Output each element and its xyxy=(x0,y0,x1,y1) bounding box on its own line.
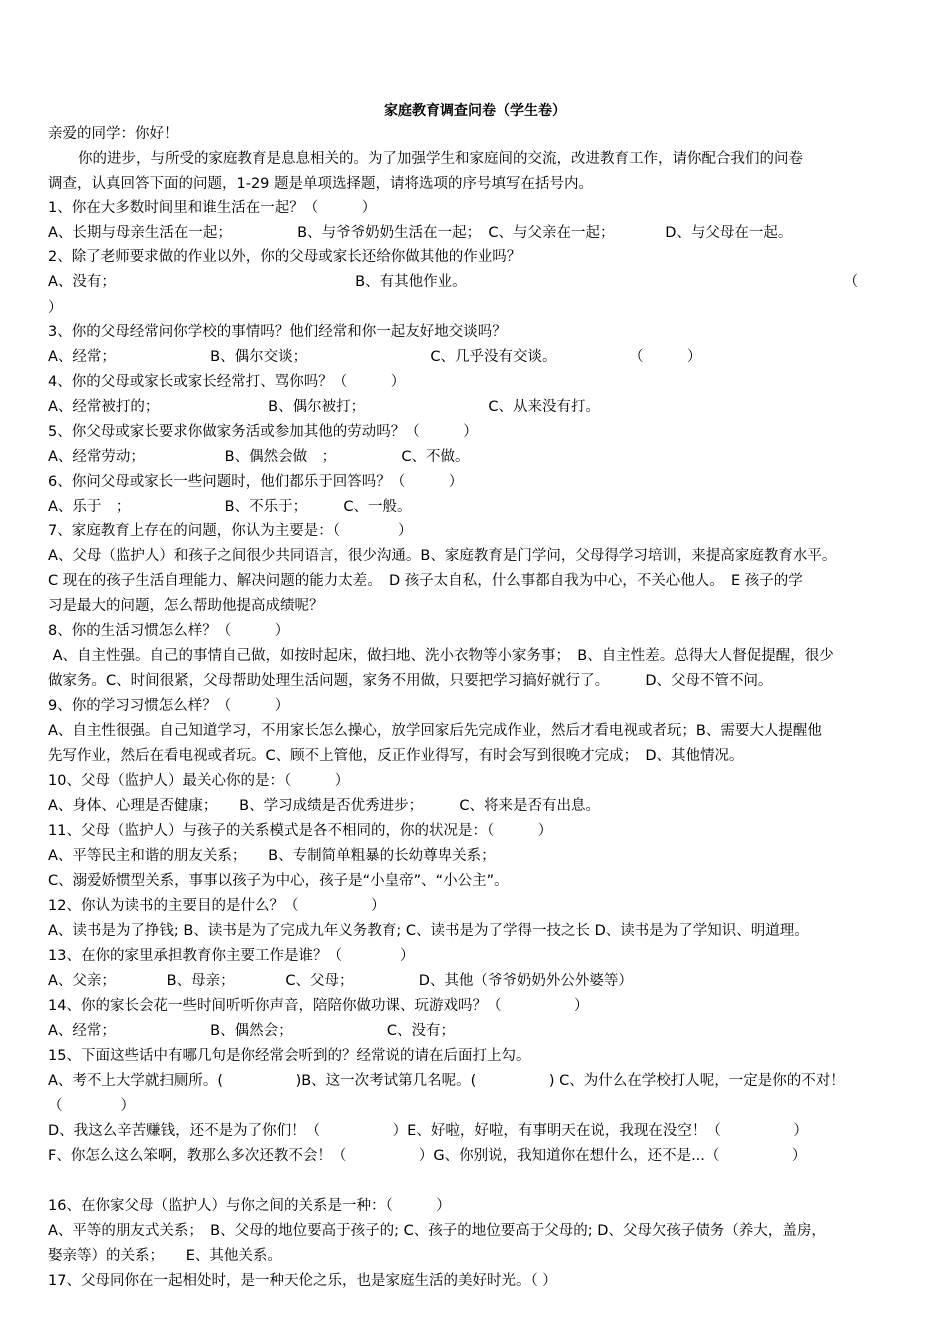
question-line: 9、你的学习习惯怎么样？（ ） xyxy=(48,698,290,714)
question-line: 4、你的父母或家长或家长经常打、骂你吗？（ ） xyxy=(48,374,406,390)
question-line: A、身体、心理是否健康； B、学习成绩是否优秀进步； C、将来是否有出息。 xyxy=(48,798,600,814)
question-line: A、乐于 ； B、不乐于； C、一般。 xyxy=(48,499,412,515)
question-line: D、我这么辛苦赚钱，还不是为了你们！（ ）E、好啦，好啦，有事明天在说，我现在没空！（ ） xyxy=(48,1123,808,1139)
question-line: 17、父母同你在一起相处时，是一种天伦之乐，也是家庭生活的美好时光。（ ） xyxy=(48,1273,557,1289)
question-line: 先写作业，然后在看电视或者玩。C、顾不上管他，反正作业得写，有时会写到很晚才完成； D、其他情况。 xyxy=(48,748,744,764)
question-line: A、父母（监护人）和孩子之间很少共同语言，很少沟通。B、家庭教育是门学问，父母得学习培训，来提高家庭教育水平。 xyxy=(48,548,837,564)
question-line: A、父亲； B、母亲； C、父母； D、其他（爷爷奶奶外公外婆等） xyxy=(48,973,633,989)
question-line: 8、你的生活习惯怎么样？（ ） xyxy=(48,623,290,639)
question-line: 2、除了老师要求做的作业以外，你的父母或家长还给你做其他的作业吗？ xyxy=(48,249,522,265)
document-title: 家庭教育调查问卷（学生卷） xyxy=(384,103,566,119)
question-line: 6、你问父母或家长一些问题时，他们都乐于回答吗？（ ） xyxy=(48,474,464,490)
question-line: C 现在的孩子生活自理能力、解决问题的能力太差。 D 孩子太自私，什么事都自我为中心，不关心他人。 E 孩子的学 xyxy=(48,573,803,589)
question-line: 7、家庭教育上存在的问题，你认为主要是：（ ） xyxy=(48,523,413,539)
question-line: 做家务。C、时间很紧，父母帮助处理生活问题，家务不用做，只要把学习搞好就行了。 D、父母不管不问。 xyxy=(48,673,773,689)
question-line: 16、在你家父母（监护人）与你之间的关系是一种：（ ） xyxy=(48,1198,451,1214)
question-line: A、读书是为了挣钱; B、读书是为了完成九年义务教育; C、读书是为了学得一技之长 D、读书是为了学知识、明道理。 xyxy=(48,923,809,939)
question-line: A、自主性很强。自己知道学习，不用家长怎么操心，放学回家后先完成作业，然后才看电视或者玩；B、需要大人提醒他 xyxy=(48,723,822,739)
question-line: ） xyxy=(48,300,63,316)
question-line: 10、父母（监护人）最关心你的是：（ ） xyxy=(48,773,350,789)
question-line: A、自主性强。自己的事情自己做，如按时起床，做扫地、洗小衣物等小家务事； B、自主性差。总得大人督促提醒，很少 xyxy=(48,648,834,664)
question-line: C、溺爱娇惯型关系，事事以孩子为中心，孩子是“小皇帝”、“小公主”。 xyxy=(48,873,509,889)
question-line: 5、你父母或家长要求你做家务活或参加其他的劳动吗？（ ） xyxy=(48,424,478,440)
question-line: A、平等民主和谐的朋友关系； B、专制简单粗暴的长幼尊卑关系； xyxy=(48,848,496,864)
question-line: A、长期与母亲生活在一起； B、与爷爷奶奶生活在一起； C、与父亲在一起； D、与父母在一起。 xyxy=(48,225,793,241)
question-line: A、经常被打的； B、偶尔被打； C、从来没有打。 xyxy=(48,399,600,415)
question-line: 12、你认为读书的主要目的是什么？（ ） xyxy=(48,898,386,914)
question-line: A、经常劳动； B、偶然会做 ； C、不做。 xyxy=(48,449,470,465)
question-line: （ ） xyxy=(48,1098,135,1114)
question-line: 娶亲等）的关系； E、其他关系。 xyxy=(48,1248,282,1264)
question-line: 13、在你的家里承担教育你主要工作是谁？（ ） xyxy=(48,948,415,964)
question-line: A、没有； B、有其他作业。 （ xyxy=(48,274,859,290)
intro-line-1: 你的进步，与所受的家庭教育是息息相关的。为了加强学生和家庭间的交流，改进教育工作，请你配合我们的问卷 xyxy=(78,151,803,167)
question-line: A、考不上大学就扫厕所。( )B、这一次考试第几名呢。( ) C、为什么在学校打人呢，一定是你的不对！ xyxy=(48,1073,845,1089)
intro-line-2: 调查，认真回答下面的问题，1-29 题是单项选择题，请将选项的序号填写在括号内。 xyxy=(48,176,594,192)
question-line: A、经常； B、偶尔交谈； C、几乎没有交谈。 （ ） xyxy=(48,349,702,365)
question-line: A、平等的朋友式关系； B、父母的地位要高于孩子的; C、孩子的地位要高于父母的; D、父母欠孩子债务（养大，盖房， xyxy=(48,1223,826,1239)
question-line: 15、下面这些话中有哪几句是你经常会听到的？经常说的请在后面打上勾。 xyxy=(48,1048,531,1064)
question-line: A、经常； B、偶然会； C、没有； xyxy=(48,1023,455,1039)
question-line: F、你怎么这么笨啊，教那么多次还教不会！（ ）G、你别说，我知道你在想什么，还不是...（ ） xyxy=(48,1148,807,1164)
question-line: 习是最大的问题，怎么帮助他提高成绩呢？ xyxy=(48,598,324,614)
greeting: 亲爱的同学：你好！ xyxy=(48,126,179,142)
question-line: 1、你在大多数时间里和谁生活在一起？（ ） xyxy=(48,200,377,216)
question-line: 11、父母（监护人）与孩子的关系模式是各不相同的，你的状况是：（ ） xyxy=(48,823,553,839)
question-line: 14、你的家长会花一些时间听听你声音，陪陪你做功课、玩游戏吗？（ ） xyxy=(48,998,589,1014)
question-line: 3、你的父母经常问你学校的事情吗？他们经常和你一起友好地交谈吗？ xyxy=(48,324,507,340)
